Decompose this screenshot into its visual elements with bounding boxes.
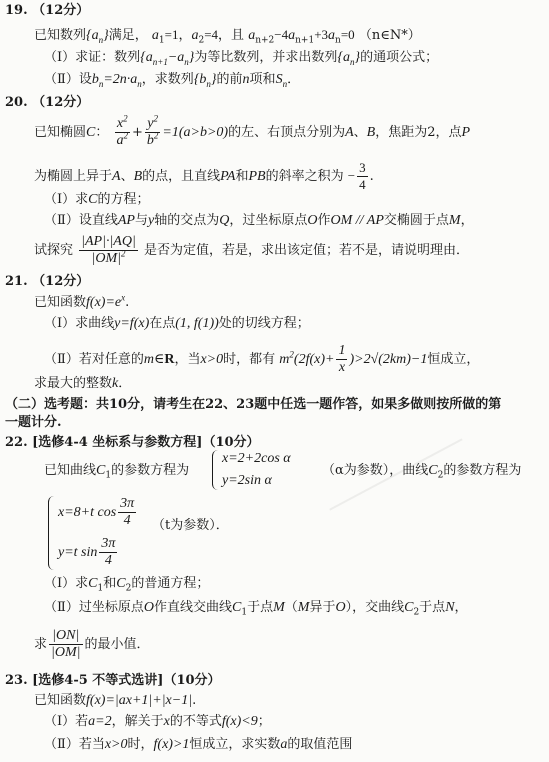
q21-header: 21. （12分）: [5, 274, 90, 289]
q22-brace1: [212, 450, 221, 490]
q22-header: 22. [选修4-4 坐标系与参数方程]（10分）: [5, 435, 260, 450]
q22-c2-y: y=t sin $\frac{3\pi}{4}$: [58, 536, 116, 568]
q22-stem2: （α为参数），曲线$C_2$的参数方程为: [322, 463, 522, 481]
q19-stem: 已知数列$\{a_n\}$满足， $a_1=1$，$a_2=4$，且 $a_{n+2}-4a_{n+1}+3a_n=0$ （n∈N*）: [34, 27, 421, 46]
q22-c2-x: x=8+t cos $\frac{3\pi}{4}$: [58, 496, 135, 528]
watermark: [329, 438, 491, 563]
q22-part2: （Ⅱ）过坐标原点O作直线交曲线$C_1$于点M（M异于O），交曲线$C_2$于点N，: [44, 600, 468, 618]
q21-part1: （Ⅰ）求曲线y=f(x)在点(1, f(1))处的切线方程；: [44, 316, 310, 331]
section2-line1: （二）选考题：共10分，请考生在22、23题中任选一题作答，如果多做则按所做的第: [5, 397, 502, 412]
q23-part1: （Ⅰ）若a=2，解关于x的不等式f(x)<9；: [44, 714, 271, 729]
q20-part1: （Ⅰ）求C的方程；: [44, 192, 150, 207]
q20-line2: 为椭圆上异于A、B的点，且直线PA和PB的斜率之积为 − $\frac{3}{4}$ .: [34, 160, 374, 192]
q22-brace2: [48, 496, 57, 570]
q21-part2: （Ⅱ）若对任意的m∈R，当x>0时，都有 $m^2(2f(x)+$ $\frac{1}{x}$ )>2√(2km)−1恒成立，: [44, 343, 480, 375]
q22-part1: （Ⅰ）求$C_1$和$C_2$的普通方程；: [44, 576, 210, 594]
q19-header: 19. （12分）: [5, 3, 90, 18]
q19-part2: （Ⅱ）设$b_n=2n\cdot a_n$，求数列$\{b_n\}$的前n项和$S_n$．: [44, 72, 301, 89]
q21-stem: 已知函数$f(x)=e^x$.: [34, 292, 130, 310]
q20-header: 20. （12分）: [5, 95, 90, 110]
q21-part3: 求最大的整数k．: [34, 376, 132, 391]
q22-c1-y: y=2sin α: [222, 473, 272, 488]
section2-line2: 一题计分.: [5, 415, 62, 430]
q20-part2: （Ⅱ）设直线AP与y轴的交点为Q，过坐标原点O作OM // AP交椭圆于点M，: [44, 213, 474, 228]
q22-param-note2: （t为参数）．: [152, 518, 229, 533]
q23-part2: （Ⅱ）若当x>0时，f(x)>1恒成立，求实数a的取值范围: [44, 737, 353, 752]
q19-part1: （Ⅰ）求证：数列$\{a_{n+1}-a_n\}$为等比数列，并求出数列$\{a_n\}$的通项公式；: [44, 50, 439, 67]
q20-explore: 试探究 $\frac{|AP|\cdot|AQ|}{|OM|^2}$ 是否为定值，若是，求出该定值；若不是，请说明理由．: [34, 234, 469, 266]
q23-stem: 已知函数f(x)=|ax+1|+|x−1|.: [34, 693, 197, 708]
q22-c1-x: x=2+2cos α: [222, 451, 291, 466]
q22-stem: 已知曲线$C_1$的参数方程为: [44, 463, 190, 481]
q20-stem: 已知椭圆C： $\frac{x^2}{a^2}$ + $\frac{y^2}{b^2}$ =1(a>b>0)的左、右顶点分别为A、B，焦距为2，点P: [34, 113, 471, 148]
q23-header: 23. [选修4-5 不等式选讲]（10分）: [5, 673, 221, 688]
q22-part3: 求 $\frac{|ON|}{|OM|}$ 的最小值．: [34, 628, 150, 660]
